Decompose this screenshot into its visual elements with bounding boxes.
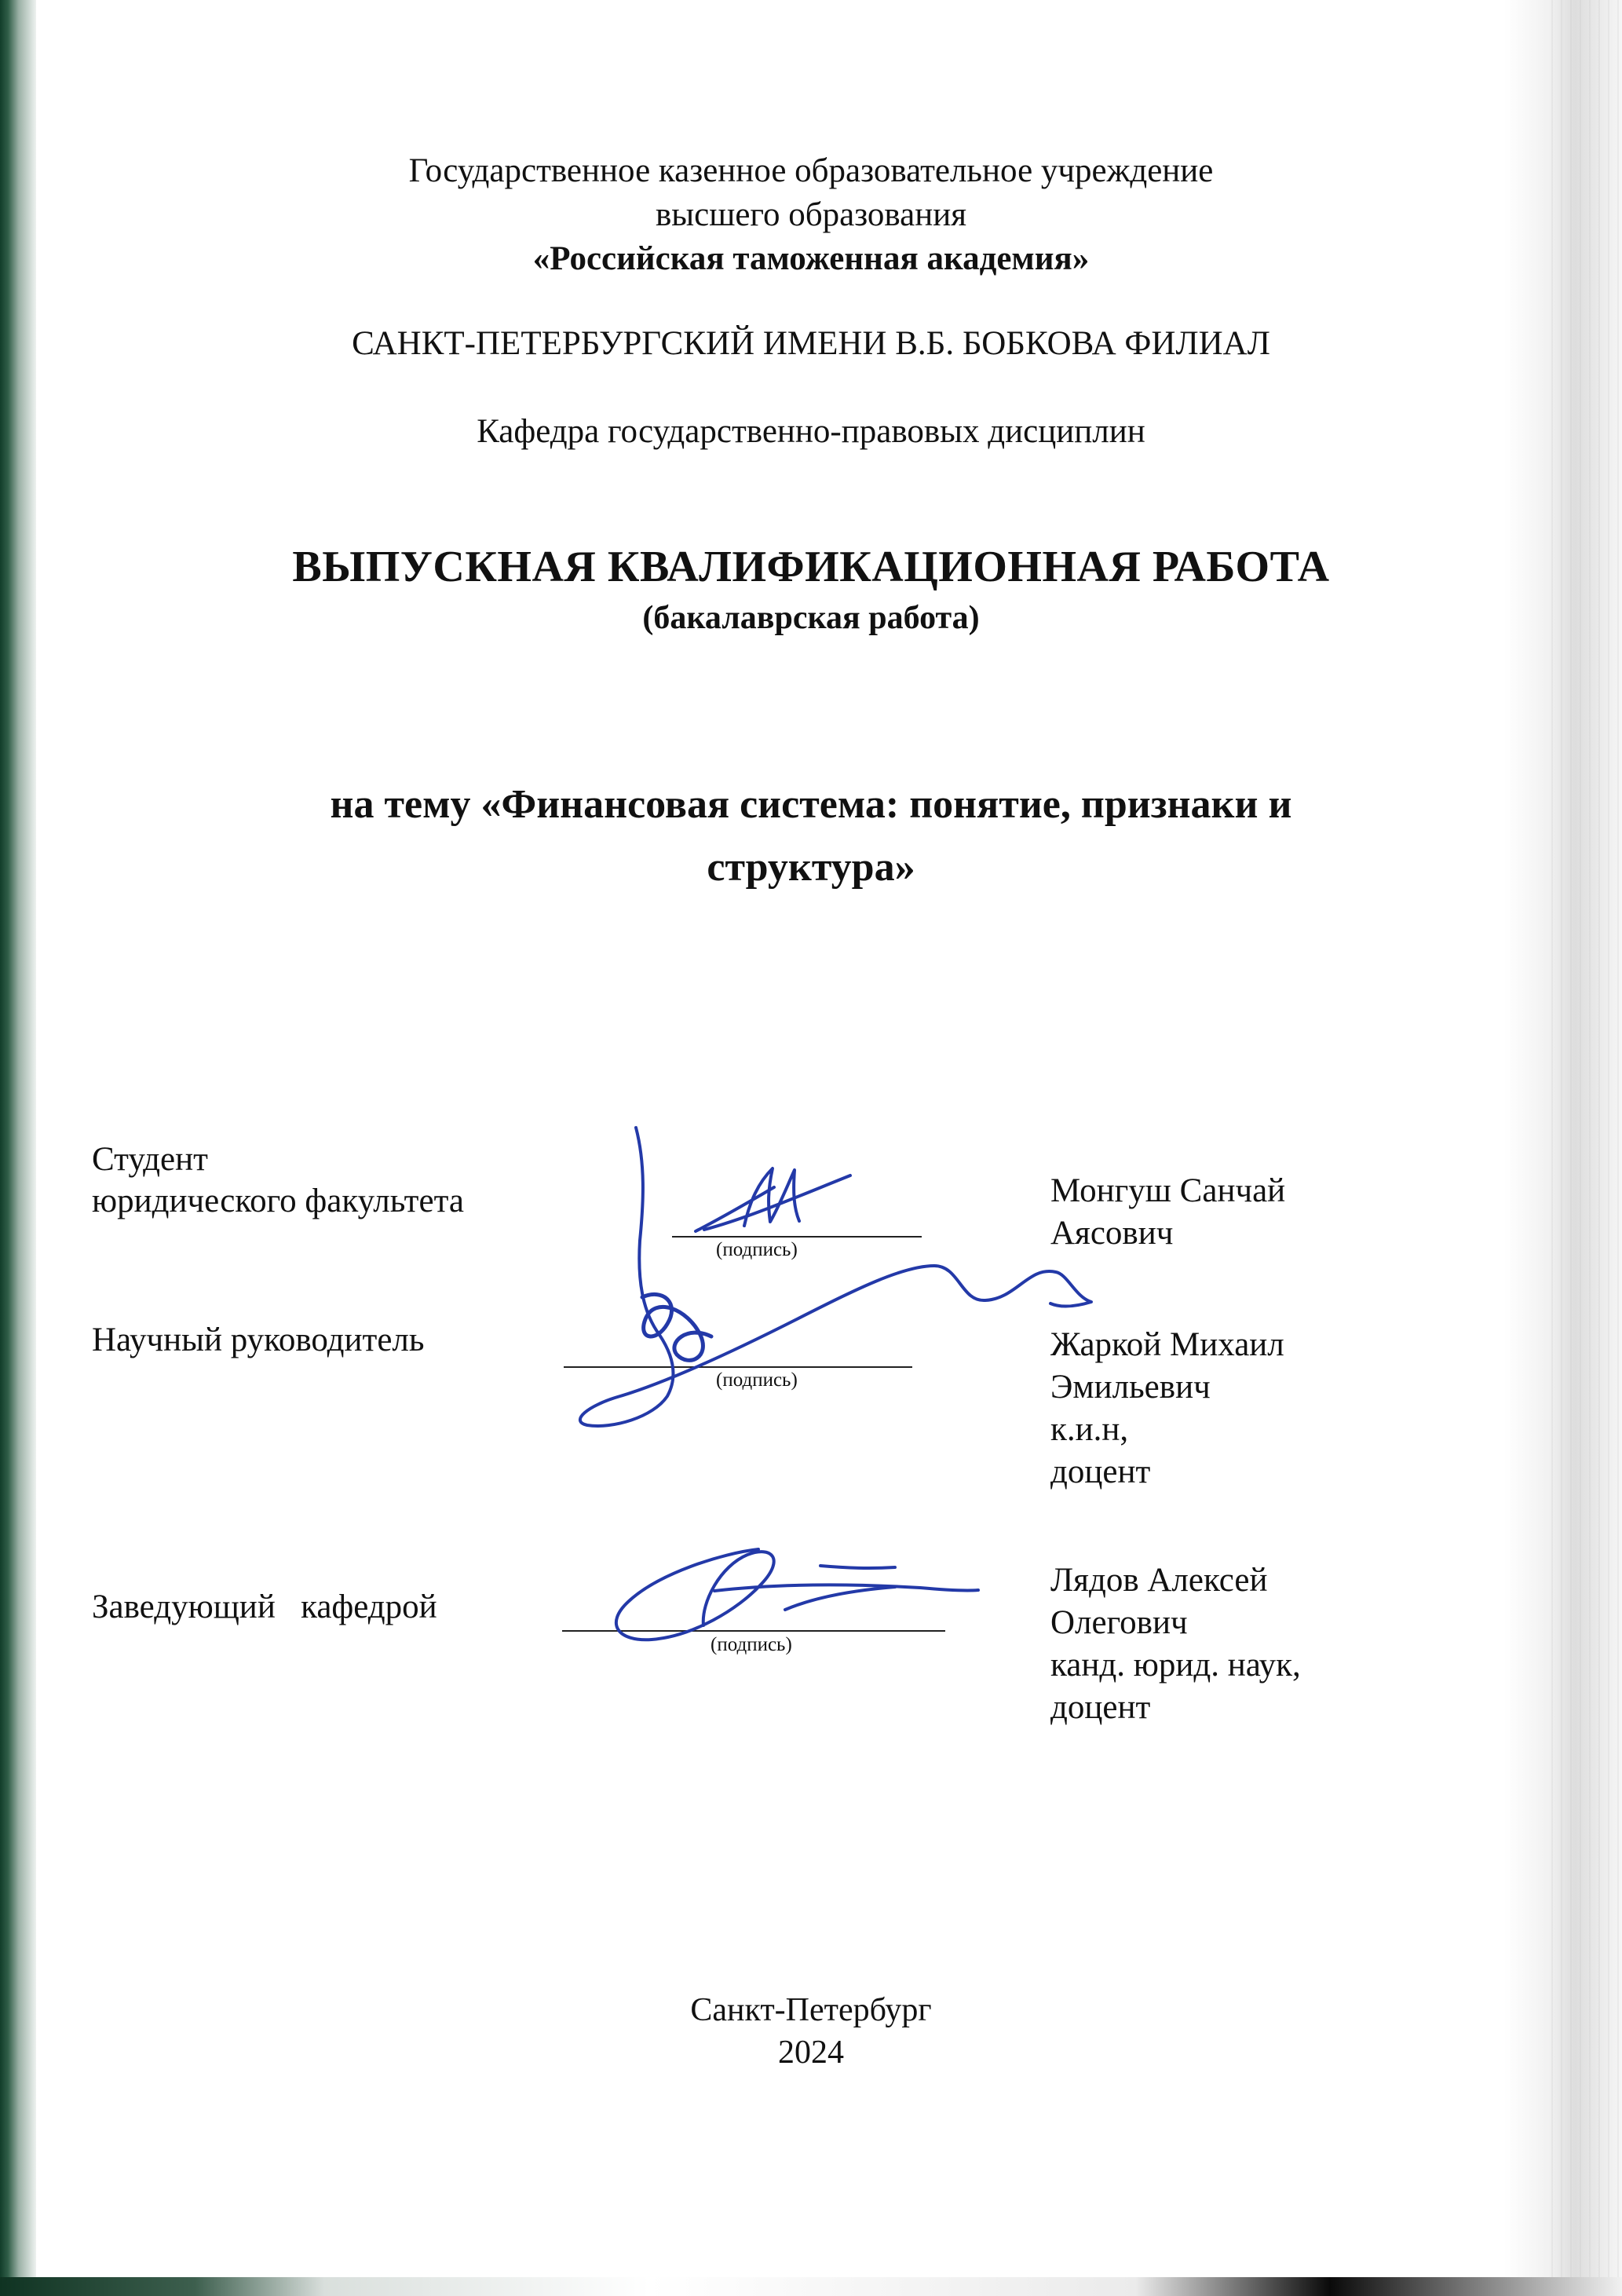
advisor-signature-flourish [642, 1294, 711, 1360]
student-signature [696, 1168, 850, 1231]
institution-name: «Российская таможенная академия» [532, 240, 1090, 277]
advisor-signature [580, 1128, 1091, 1426]
head-name-line-4: доцент [1050, 1689, 1151, 1726]
institution-line-1: Государственное казенное образовательное учреждение [408, 152, 1214, 189]
advisor-name-line-1: Жаркой Михаил [1050, 1326, 1284, 1363]
work-subtitle: (бакалаврская работа) [642, 600, 980, 636]
student-signature-caption: (подпись) [716, 1239, 798, 1260]
city: Санкт-Петербург [690, 1992, 932, 2028]
advisor-name-line-2: Эмильевич [1050, 1369, 1211, 1406]
head-name-line-2: Олегович [1050, 1604, 1188, 1641]
topic-line-2: структура» [707, 845, 915, 890]
head-signature [616, 1549, 978, 1640]
head-name-line-3: канд. юрид. наук, [1050, 1647, 1301, 1684]
year: 2024 [778, 2035, 844, 2071]
student-name-line-2: Аясович [1050, 1215, 1174, 1252]
branch-name: САНКТ-ПЕТЕРБУРГСКИЙ ИМЕНИ В.Б. БОБКОВА ФИЛИАЛ [352, 325, 1270, 362]
advisor-role: Научный руководитель [92, 1322, 425, 1358]
advisor-name-line-3: к.и.н, [1050, 1411, 1129, 1448]
student-role-line-1: Студент [92, 1141, 208, 1178]
head-name-line-1: Лядов Алексей [1050, 1562, 1268, 1599]
student-role-line-2: юридического факультета [92, 1183, 464, 1219]
department-name: Кафедра государственно-правовых дисциплин [477, 413, 1145, 450]
institution-line-2: высшего образования [655, 196, 967, 233]
topic-line-1: на тему «Финансовая система: понятие, признаки и [330, 782, 1292, 827]
advisor-signature-caption: (подпись) [716, 1369, 798, 1391]
head-signature-caption: (подпись) [711, 1634, 792, 1655]
student-name-line-1: Монгуш Санчай [1050, 1172, 1286, 1209]
work-title: ВЫПУСКНАЯ КВАЛИФИКАЦИОННАЯ РАБОТА [292, 543, 1330, 591]
advisor-name-line-4: доцент [1050, 1453, 1151, 1490]
head-role: Заведующий кафедрой [92, 1589, 437, 1625]
